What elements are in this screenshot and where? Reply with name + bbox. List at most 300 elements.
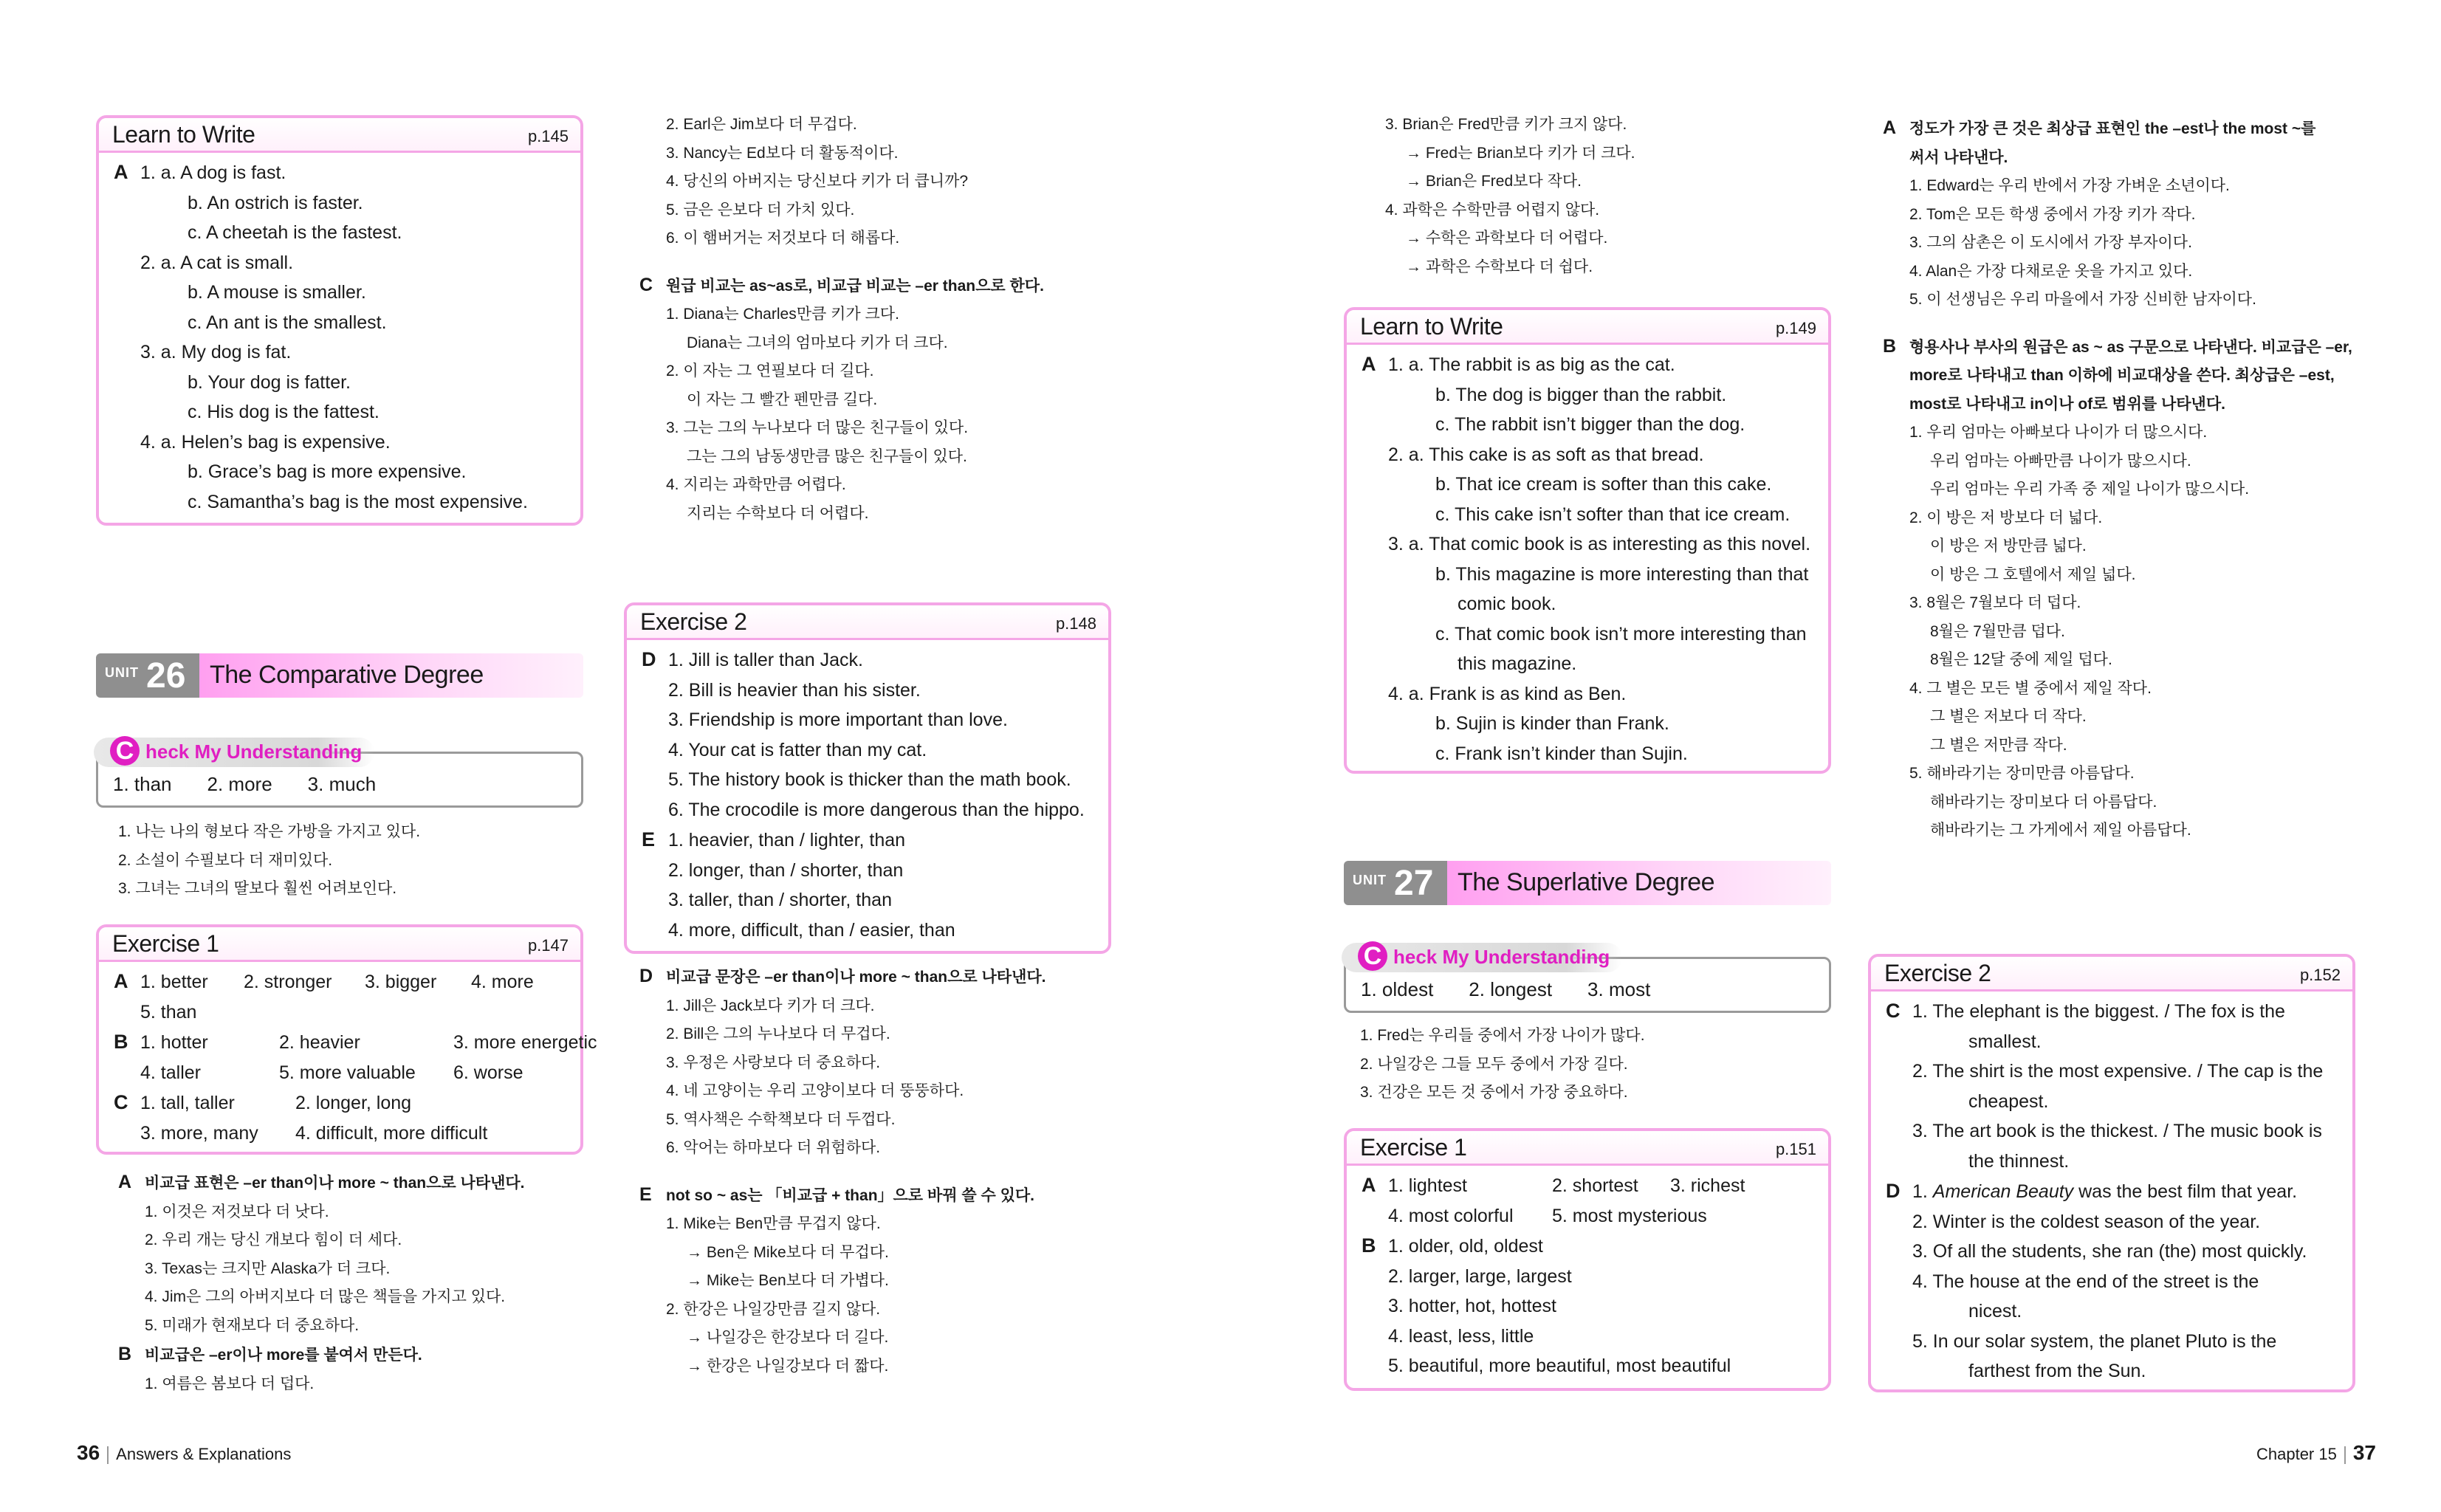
answer-line xyxy=(1886,1267,2342,1297)
box-title: Learn to Write xyxy=(1360,313,1503,340)
unit-title: The Superlative Degree xyxy=(1458,868,1715,896)
answer-line xyxy=(1362,440,1818,470)
note-line xyxy=(1883,703,2370,732)
note-line xyxy=(1883,201,2370,230)
answer-item: 2. shortest xyxy=(1552,1175,1638,1196)
answer-line xyxy=(114,157,570,188)
answer-line xyxy=(114,337,570,368)
answer-line xyxy=(1362,349,1818,380)
answer-line xyxy=(1362,500,1818,530)
exercise-1-box-col3 xyxy=(1344,1128,1831,1391)
note-line xyxy=(1359,196,1831,225)
box-title: Exercise 1 xyxy=(112,930,219,957)
answer-text: 1. a. A dog is fast. xyxy=(140,162,286,183)
note-line xyxy=(1883,589,2370,618)
note-text: → Mike는 Ben보다 더 가볍다. xyxy=(687,1272,889,1289)
answer-text: 4. a. Frank is as kind as Ben. xyxy=(1388,683,1627,704)
section-letter: A xyxy=(1362,1174,1376,1196)
exercise-2-box-col4 xyxy=(1868,954,2355,1392)
answer-line xyxy=(1362,1231,1818,1262)
note-gap xyxy=(1883,315,2370,332)
note-line xyxy=(639,357,1141,386)
note-line xyxy=(639,140,1141,168)
note-line: 3. 건강은 모든 것 중에서 가장 중요하다. xyxy=(1360,1084,1628,1101)
note-text: most로 나타내고 in이나 of로 범위를 나타낸다. xyxy=(1909,395,2225,413)
answer-text: 2. a. This cake is as soft as that bread. xyxy=(1388,444,1704,465)
note-text: 2. Tom은 모든 학생 중에서 가장 키가 작다. xyxy=(1909,205,2196,223)
box-header xyxy=(99,118,580,153)
answer-text: 3. The art book is the thickest. / The music book is xyxy=(1912,1121,2322,1141)
note-gap xyxy=(639,1163,1156,1181)
box-header xyxy=(99,927,580,962)
answer-text: the thinnest. xyxy=(1968,1150,2070,1172)
check-understanding-26 xyxy=(96,737,583,808)
page-ref: p.152 xyxy=(2299,966,2341,984)
check-label: heck My Understanding xyxy=(1393,946,1610,968)
box-title: Exercise 2 xyxy=(640,608,747,635)
answer-text: 3. a. That comic book is as interesting as this novel. xyxy=(1388,534,1811,554)
note-text: → 과학은 수학보다 더 쉽다. xyxy=(1406,258,1593,275)
unit-title-bar xyxy=(1447,861,1831,905)
section-letter: A xyxy=(114,161,128,183)
answer-line xyxy=(1886,1237,2342,1267)
answer-text: 4. a. Helen’s bag is expensive. xyxy=(140,431,391,453)
page-number-right: 37 xyxy=(2352,1441,2376,1464)
section-letter: D xyxy=(642,648,656,670)
answer-text: c. Frank isn’t kinder than Sujin. xyxy=(1435,743,1688,764)
answer-item: 2. stronger xyxy=(244,972,332,992)
note-heading: 원급 비교는 as~as로, 비교급 비교는 –er than으로 한다. xyxy=(666,277,1044,295)
note-text: 5. 미래가 현재보다 더 중요하다. xyxy=(145,1316,360,1334)
section-letter: C xyxy=(114,1091,128,1113)
footer-left-text: Answers & Explanations xyxy=(116,1445,292,1463)
answer-list xyxy=(1347,345,1828,769)
note-text: → Brian은 Fred보다 작다. xyxy=(1406,173,1582,190)
unit-26-banner xyxy=(96,653,583,698)
answer-item: 3. more, many xyxy=(140,1122,258,1144)
answer-text: b. The dog is bigger than the rabbit. xyxy=(1435,384,1727,405)
note-line xyxy=(639,329,1141,358)
answer-line xyxy=(1886,1176,2342,1207)
answer-item: 1. better xyxy=(140,972,208,992)
answer-text: 4. The house at the end of the street is the xyxy=(1912,1271,2259,1292)
note-line xyxy=(118,1255,605,1284)
check-answer: 3. much xyxy=(307,773,377,795)
answer-text: this magazine. xyxy=(1458,653,1577,674)
answer-item: 1. hotter xyxy=(140,1032,208,1053)
note-heading: 비교급은 –er이나 more를 붙여서 만든다. xyxy=(145,1347,422,1364)
note-line: 2. 나일강은 그들 모두 중에서 가장 길다. xyxy=(1360,1055,1628,1073)
answer-list xyxy=(99,962,597,1148)
note-text: 1. Diana는 Charles만큼 키가 크다. xyxy=(666,306,899,323)
note-line xyxy=(639,1296,1156,1324)
answer-line xyxy=(1886,1087,2342,1117)
unit-tag xyxy=(96,653,199,698)
answer-text: 1. American Beauty was the best film that year. xyxy=(1912,1181,2298,1202)
note-line xyxy=(639,196,1141,225)
answer-text: 2. a. A cat is small. xyxy=(140,252,294,273)
answer-line xyxy=(1886,1116,2342,1147)
answer-line xyxy=(114,457,570,487)
box-header xyxy=(627,605,1108,640)
check-answer: 1. than xyxy=(113,773,172,795)
note-text: 2. Bill은 그의 누나보다 더 무겁다. xyxy=(666,1025,890,1042)
note-text: 2. 이 방은 저 방보다 더 넓다. xyxy=(1909,509,2103,526)
note-line xyxy=(1883,817,2370,845)
note-line xyxy=(1883,332,2370,362)
answer-line xyxy=(1362,589,1818,619)
note-text: 2. 우리 개는 당신 개보다 힘이 더 세다. xyxy=(145,1231,402,1248)
section-letter: A xyxy=(114,970,128,992)
section-letter: B xyxy=(1362,1234,1376,1257)
note-line xyxy=(1359,253,1831,282)
note-text: 지리는 수학보다 더 어렵다. xyxy=(687,504,869,522)
answer-text: nicest. xyxy=(1968,1301,2022,1322)
note-text: 3. Brian은 Fred만큼 키가 크지 않다. xyxy=(1385,116,1627,133)
answer-line xyxy=(642,705,1098,735)
note-line xyxy=(1883,229,2370,258)
answer-line xyxy=(114,1118,570,1149)
notes-col3-top xyxy=(1359,111,1831,281)
notes-col2-bottom xyxy=(639,962,1156,1381)
notes-unit-27 xyxy=(1360,1022,1833,1107)
answer-text: 3. a. My dog is fat. xyxy=(140,342,292,362)
page-ref: p.147 xyxy=(527,936,569,955)
answer-line xyxy=(114,397,570,427)
note-text: 우리 엄마는 우리 가족 중 제일 나이가 많으시다. xyxy=(1930,481,2250,498)
note-line xyxy=(1883,618,2370,647)
answer-line xyxy=(1362,1262,1818,1292)
answer-text: 1. The elephant is the biggest. / The fox is the xyxy=(1912,1001,2285,1022)
note-text: 8월은 12달 중에 제일 덥다. xyxy=(1930,651,2112,668)
check-header xyxy=(94,738,374,767)
note-heading: 비교급 문장은 –er than이나 more ~ than으로 나타낸다. xyxy=(666,969,1046,986)
note-text: 3. 그의 삼촌은 이 도시에서 가장 부자이다. xyxy=(1909,234,2192,251)
note-line xyxy=(1883,561,2370,590)
answer-text: c. This cake isn’t softer than that ice cream. xyxy=(1435,504,1791,525)
note-heading: 정도가 가장 큰 것은 최상급 표현인 the –est나 the most ~를 xyxy=(1909,120,2316,137)
answer-line xyxy=(642,885,1098,915)
page-ref: p.149 xyxy=(1775,319,1816,337)
answer-line xyxy=(642,676,1098,706)
answer-text: farthest from the Sun. xyxy=(1968,1361,2146,1381)
check-c-icon: C xyxy=(1358,941,1387,971)
page-ref: p.145 xyxy=(527,127,569,145)
answer-line xyxy=(114,278,570,308)
note-line xyxy=(639,1049,1156,1078)
note-text: → 한강은 나일강보다 더 짧다. xyxy=(687,1357,889,1375)
note-line xyxy=(118,1226,605,1255)
answer-line xyxy=(642,645,1098,676)
note-text: Diana는 그녀의 엄마보다 키가 더 크다. xyxy=(687,334,948,351)
answer-line xyxy=(1886,1207,2342,1237)
note-line xyxy=(1883,675,2370,704)
note-text: 4. 당신의 아버지는 당신보다 키가 더 큽니까? xyxy=(666,173,969,190)
answer-item: 3. more energetic xyxy=(453,1032,597,1053)
section-letter: D xyxy=(1886,1180,1901,1202)
answer-line xyxy=(1362,529,1818,560)
note-text: 3. 그는 그의 누나보다 더 많은 친구들이 있다. xyxy=(666,419,969,436)
answer-item: 4. most colorful xyxy=(1388,1205,1514,1226)
check-answer: 3. most xyxy=(1587,978,1651,1000)
note-line xyxy=(1883,646,2370,675)
answer-line xyxy=(1886,1027,2342,1057)
note-line: 1. 나는 나의 형보다 작은 가방을 가지고 있다. xyxy=(118,823,421,840)
answer-text: 6. The crocodile is more dangerous than the hippo. xyxy=(668,799,1085,820)
note-line xyxy=(639,471,1141,500)
answer-text: 4. Your cat is fatter than my cat. xyxy=(668,739,927,760)
unit-27-banner xyxy=(1344,861,1831,905)
answer-text: 3. Friendship is more important than love. xyxy=(668,709,1008,730)
answer-text: smallest. xyxy=(1968,1031,2042,1052)
note-line xyxy=(1883,362,2370,391)
answer-text: 2. Winter is the coldest season of the year. xyxy=(1912,1211,2261,1232)
answer-text: 2. longer, than / shorter, than xyxy=(668,859,904,881)
note-line xyxy=(639,443,1141,472)
answer-line xyxy=(1886,996,2342,1027)
notes-unit-26 xyxy=(118,818,591,904)
note-line xyxy=(639,1210,1156,1239)
unit-number: 27 xyxy=(1394,864,1434,903)
note-line xyxy=(639,271,1141,301)
note-text: → 나일강은 한강보다 더 길다. xyxy=(687,1329,889,1346)
answer-text: c. Samantha’s bag is the most expensive. xyxy=(188,491,528,512)
answer-text: c. The rabbit isn’t bigger than the dog. xyxy=(1435,414,1745,435)
check-understanding-27 xyxy=(1344,942,1831,1013)
answer-line xyxy=(114,997,570,1028)
answer-text: comic book. xyxy=(1458,594,1556,614)
note-text: 1. 여름은 봄보다 더 덥다. xyxy=(145,1375,315,1392)
answer-line xyxy=(114,1027,597,1058)
answer-line xyxy=(642,856,1098,886)
answer-line xyxy=(1362,1291,1818,1322)
unit-number: 26 xyxy=(146,656,186,695)
note-text: 3. 8월은 7월보다 더 덥다. xyxy=(1909,594,2081,611)
note-line xyxy=(639,1181,1156,1211)
answer-line xyxy=(1886,1327,2342,1357)
answer-text: b. An ostrich is faster. xyxy=(188,192,363,213)
answer-line xyxy=(1362,410,1818,440)
note-text: 5. 금은 은보다 더 가치 있다. xyxy=(666,201,855,219)
check-answers xyxy=(1361,978,1686,1001)
note-text: 3. Texas는 크지만 Alaska가 더 크다. xyxy=(145,1260,391,1277)
note-text: 8월은 7월만큼 덥다. xyxy=(1930,622,2065,640)
section-letter: E xyxy=(639,1183,652,1205)
section-letter: A xyxy=(118,1172,132,1192)
note-text: 그 별은 저만큼 작다. xyxy=(1930,736,2067,754)
note-line xyxy=(1883,475,2370,504)
page-ref: p.148 xyxy=(1055,614,1096,633)
note-line xyxy=(639,1267,1156,1296)
note-line xyxy=(639,111,1141,140)
note-text: 그 별은 저보다 더 작다. xyxy=(1930,708,2087,725)
check-c-icon: C xyxy=(110,736,140,766)
section-letter: A xyxy=(1362,353,1376,375)
notes-col2-top xyxy=(639,111,1141,528)
note-line xyxy=(1359,168,1831,196)
note-text: 2. 한강은 나일강만큼 길지 않다. xyxy=(666,1300,881,1318)
note-line xyxy=(639,386,1141,415)
answer-text: 5. beautiful, more beautiful, most beautiful xyxy=(1388,1355,1731,1376)
section-letter: C xyxy=(1886,1000,1901,1022)
section-letter: B xyxy=(118,1344,132,1364)
answer-line xyxy=(1362,470,1818,500)
note-line xyxy=(639,1353,1156,1381)
answer-list xyxy=(627,640,1108,945)
note-text: 1. 우리 엄마는 아빠보다 나이가 더 많으시다. xyxy=(1909,424,2208,441)
answer-line xyxy=(114,1087,570,1118)
answer-line xyxy=(1362,380,1818,410)
note-line xyxy=(639,414,1141,443)
exercise-2-box-col2 xyxy=(624,602,1111,954)
note-line xyxy=(1883,172,2370,201)
box-header xyxy=(1871,957,2352,992)
note-text: → 수학은 과학보다 더 어렵다. xyxy=(1406,230,1608,247)
answer-text: b. That ice cream is softer than this cake. xyxy=(1435,474,1772,495)
note-line xyxy=(639,1134,1156,1163)
note-text: 4. Alan은 가장 다채로운 옷을 가지고 있다. xyxy=(1909,262,2193,280)
answer-line xyxy=(642,915,1098,946)
answer-list xyxy=(1347,1166,1828,1381)
answer-list xyxy=(1871,992,2352,1386)
learn-to-write-box-1 xyxy=(96,115,583,526)
answer-line xyxy=(114,368,570,398)
unit-title-bar xyxy=(199,653,583,698)
box-title: Exercise 1 xyxy=(1360,1134,1467,1161)
note-line xyxy=(639,992,1156,1021)
answer-line xyxy=(1886,1147,2342,1177)
exercise-1-box-col1 xyxy=(96,924,597,1155)
section-letter: B xyxy=(1883,335,1897,357)
answer-line xyxy=(642,795,1098,825)
note-text: 1. Jill은 Jack보다 키가 더 크다. xyxy=(666,997,875,1014)
unit-tag xyxy=(1344,861,1447,905)
note-line xyxy=(639,1324,1156,1353)
note-text: 써서 나타낸다. xyxy=(1909,148,2008,166)
check-answer: 1. oldest xyxy=(1361,978,1434,1000)
answer-item: 6. worse xyxy=(453,1062,523,1083)
page-ref: p.151 xyxy=(1775,1140,1816,1158)
note-line xyxy=(1883,532,2370,561)
answer-text: 1. Jill is taller than Jack. xyxy=(668,650,863,670)
answer-item: 5. more valuable xyxy=(279,1062,416,1083)
answer-line xyxy=(1362,1201,1818,1231)
answer-text: 1. older, old, oldest xyxy=(1388,1236,1543,1257)
answer-line xyxy=(642,735,1098,766)
answer-item: 4. difficult, more difficult xyxy=(295,1122,488,1144)
box-header xyxy=(1347,1131,1828,1166)
answer-item: 4. more xyxy=(471,972,534,992)
answer-item: 1. lightest xyxy=(1388,1175,1468,1196)
unit-title: The Comparative Degree xyxy=(210,661,484,689)
footer-left xyxy=(77,1441,291,1465)
answer-text: 2. Bill is heavier than his sister. xyxy=(668,679,921,701)
note-line xyxy=(1883,732,2370,760)
answer-line xyxy=(114,487,570,518)
answer-line xyxy=(114,308,570,338)
check-header xyxy=(1342,943,1622,972)
note-line xyxy=(1883,391,2370,419)
notes-col1-bottom xyxy=(118,1168,605,1398)
footer-divider xyxy=(107,1446,109,1464)
note-line xyxy=(1883,114,2370,144)
answer-text: 1. a. The rabbit is as big as the cat. xyxy=(1388,354,1675,375)
answer-text: b. Sujin is kinder than Frank. xyxy=(1435,713,1669,734)
note-line xyxy=(118,1370,605,1399)
answer-line xyxy=(114,1058,570,1088)
answer-line xyxy=(1362,1351,1818,1381)
note-text: 3. 우정은 사랑보다 더 중요하다. xyxy=(666,1054,881,1071)
box-header xyxy=(1347,310,1828,345)
note-line xyxy=(118,1283,605,1312)
section-letter: D xyxy=(639,966,653,986)
check-answer: 2. longest xyxy=(1469,978,1553,1000)
answer-text: c. A cheetah is the fastest. xyxy=(188,222,402,243)
answer-text: c. His dog is the fattest. xyxy=(188,402,380,422)
answer-text: b. A mouse is smaller. xyxy=(188,282,366,303)
section-letter: B xyxy=(114,1031,128,1053)
note-text: 4. 과학은 수학만큼 어렵지 않다. xyxy=(1385,201,1600,219)
note-line xyxy=(1359,224,1831,253)
note-line xyxy=(118,1168,605,1198)
answer-item: 3. bigger xyxy=(365,972,437,992)
answer-item: 1. tall, taller xyxy=(140,1093,235,1113)
answer-item: 4. taller xyxy=(140,1062,201,1083)
answer-line xyxy=(642,765,1098,795)
answer-text: c. That comic book isn’t more interesting than xyxy=(1435,623,1807,645)
learn-to-write-box-2 xyxy=(1344,307,1831,774)
note-text: 해바라기는 그 가게에서 제일 아름답다. xyxy=(1930,822,2191,839)
note-text: 그는 그의 남동생만큼 많은 친구들이 있다. xyxy=(687,447,967,465)
section-letter: E xyxy=(642,828,656,850)
note-line xyxy=(1359,140,1831,168)
answer-text: 4. least, less, little xyxy=(1388,1325,1534,1347)
note-line xyxy=(1883,419,2370,447)
note-text: 4. 네 고양이는 우리 고양이보다 더 뚱뚱하다. xyxy=(666,1082,964,1099)
answer-line xyxy=(114,188,570,219)
box-title: Learn to Write xyxy=(112,121,255,148)
note-heading: not so ~ as는 「비교급 + than」으로 바꿔 쓸 수 있다. xyxy=(666,1186,1034,1204)
answer-item: 5. most mysterious xyxy=(1552,1205,1707,1226)
answer-text: 5. The history book is thicker than the math book. xyxy=(668,769,1071,790)
unit-label: UNIT xyxy=(1353,873,1387,887)
note-heading: 형용사나 부사의 원급은 as ~ as 구문으로 나타낸다. 비교급은 –er, xyxy=(1909,338,2352,356)
answer-line xyxy=(1886,1296,2342,1327)
note-text: more로 나타내고 than 이하에 비교대상을 쓴다. 최상급은 –est, xyxy=(1909,367,2335,384)
note-text: 6. 이 햄버거는 저것보다 더 해롭다. xyxy=(666,230,900,247)
note-text: 6. 악어는 하마보다 더 위험하다. xyxy=(666,1139,881,1156)
note-text: 4. 그 별은 모든 별 중에서 제일 작다. xyxy=(1909,679,2152,697)
note-gap xyxy=(639,253,1141,271)
note-line xyxy=(118,1312,605,1341)
note-line xyxy=(639,168,1141,196)
answer-line xyxy=(1886,1056,2342,1087)
note-text: 5. 역사책은 수학책보다 더 두껍다. xyxy=(666,1110,896,1128)
note-text: 3. Nancy는 Ed보다 더 활동적이다. xyxy=(666,144,899,162)
answer-line xyxy=(1362,739,1818,769)
check-answer: 2. more xyxy=(207,773,272,795)
note-line xyxy=(1883,258,2370,286)
check-answers xyxy=(113,773,411,796)
answer-text: 2. larger, large, largest xyxy=(1388,1265,1572,1287)
note-line: 2. 소설이 수필보다 더 재미있다. xyxy=(118,851,333,869)
note-text: 1. Edward는 우리 반에서 가장 가벼운 소년이다. xyxy=(1909,177,2230,194)
note-text: → Fred는 Brian보다 키가 더 크다. xyxy=(1406,144,1635,162)
note-text: 4. 지리는 과학만큼 어렵다. xyxy=(666,476,846,493)
answer-text: b. Your dog is fatter. xyxy=(188,371,351,393)
answer-line xyxy=(1362,649,1818,679)
note-line xyxy=(639,224,1141,253)
